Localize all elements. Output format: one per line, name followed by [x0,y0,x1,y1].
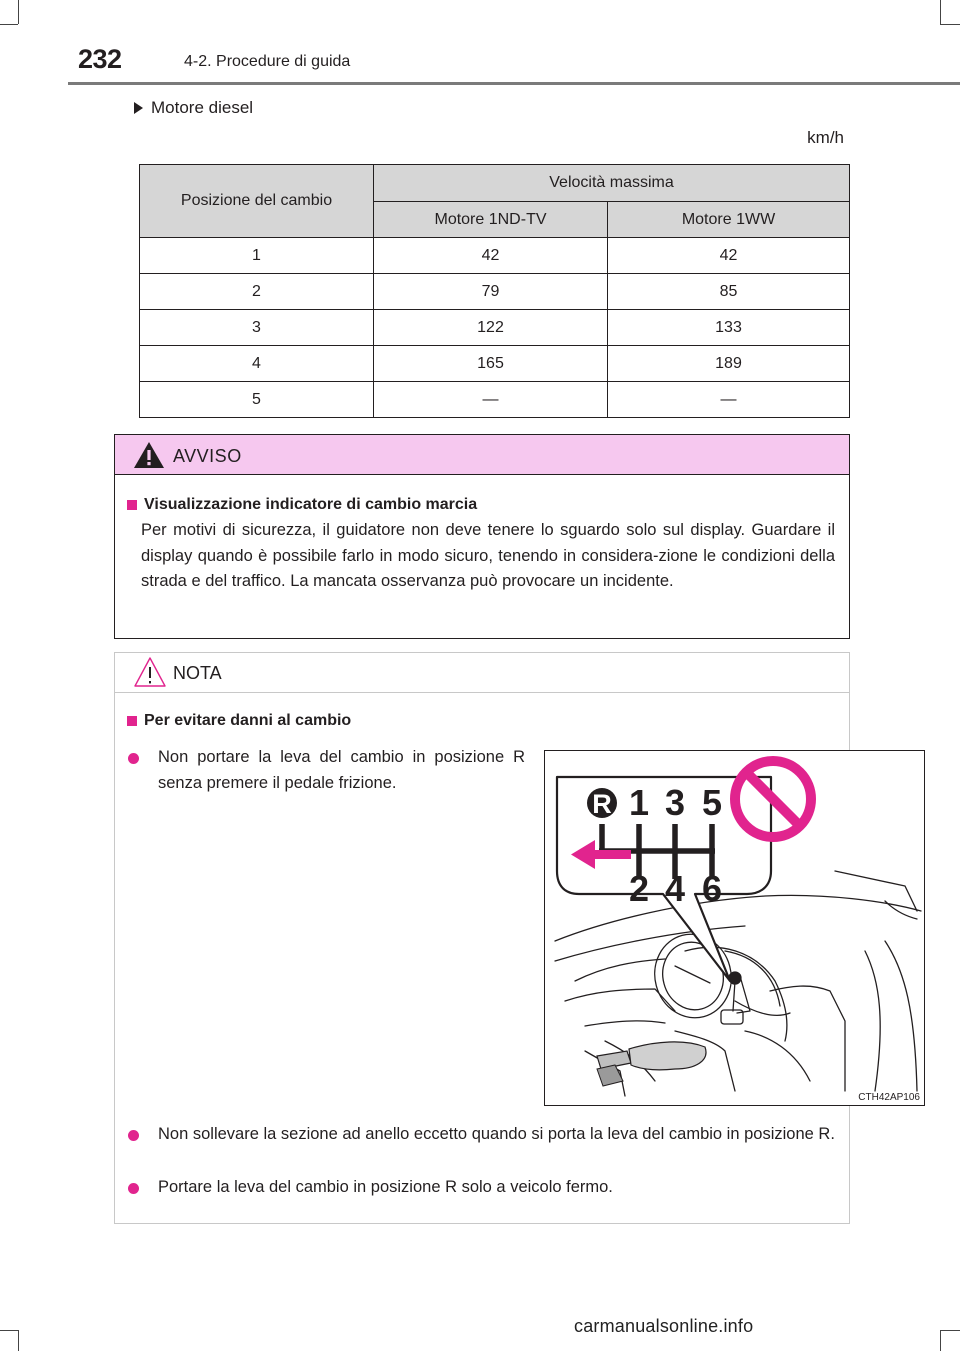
gear-label-3: 3 [664,782,686,823]
crop-mark [18,0,19,24]
warning-heading [127,496,477,514]
header-rule [68,82,960,85]
round-bullet-icon [128,753,139,764]
square-bullet-icon [127,716,137,726]
page-number: 232 [78,44,122,74]
gear-label-6: 6 [701,868,723,909]
note-heading [127,712,351,730]
warning-body: Per motivi di sicurezza, il guidatore non deve tenere lo sguardo solo sul display. Guardare il display quando è possibile farlo in modo sicuro, tenendo in considera-zione le condizioni della strada e del traffico. La mancata osservanza può provocare un incidente. [141,521,835,590]
round-bullet-icon [128,1183,139,1194]
subsection-heading [134,98,253,118]
table-cell: — [608,382,850,418]
table-row [140,274,850,310]
gear-label-1: 1 [628,782,650,823]
table-header-gear: Posizione del cambio [140,165,374,238]
max-speed-table [139,164,850,418]
table-cell: 42 [374,238,608,274]
crop-mark [940,1330,960,1331]
table-subheader: Motore 1ND-TV [374,202,608,238]
round-bullet-icon [128,1130,139,1141]
section-title: 4-2. Procedure di guida [184,53,351,70]
table-row [140,346,850,382]
square-bullet-icon [127,500,137,510]
warning-title: AVVISO [173,446,242,466]
warning-box [114,434,850,639]
table-cell: 189 [608,346,850,382]
note-box [114,652,920,1224]
crop-mark [940,1330,941,1351]
warning-heading-text: Visualizzazione indicatore di cambio marcia [144,496,478,513]
table-row [140,382,850,418]
warning-header [115,435,849,475]
gear-label-2: 2 [628,868,650,909]
table-cell: 4 [140,346,374,382]
note-item: Non portare la leva del cambio in posizione R senza premere il pedale frizione. [158,748,525,792]
gear-diagram-svg [545,751,924,1105]
crop-mark [940,0,941,24]
gear-label-4: 4 [664,868,686,909]
crop-mark [18,1330,19,1351]
table-header-speed: Velocità massima [374,165,850,202]
triangle-bullet-icon [134,102,143,114]
subsection-label: Motore diesel [151,98,254,117]
crop-mark [940,24,960,25]
table-cell: 122 [374,310,608,346]
table-cell: 79 [374,274,608,310]
note-heading-text: Per evitare danni al cambio [144,712,352,729]
table-cell: 42 [608,238,850,274]
table-cell: 85 [608,274,850,310]
watermark: carmanualsonline.info [574,1316,754,1336]
warning-triangle-icon [133,441,165,469]
table-cell: 1 [140,238,374,274]
table-cell: 3 [140,310,374,346]
note-item: Non sollevare la sezione ad anello eccetto quando si porta la leva del cambio in posizione R. [158,1125,835,1143]
gear-label-r: R [592,789,612,819]
gear-label-5: 5 [701,782,723,823]
table-subheader: Motore 1WW [608,202,850,238]
note-header [115,653,849,693]
table-cell: 165 [374,346,608,382]
note-title: NOTA [173,663,222,683]
caution-triangle-icon [133,656,167,688]
note-item: Portare la leva del cambio in posizione R solo a veicolo fermo. [158,1178,613,1196]
table-cell: — [374,382,608,418]
table-cell: 133 [608,310,850,346]
table-row [140,238,850,274]
table-cell: 2 [140,274,374,310]
gear-shift-illustration [544,750,925,1106]
table-row [140,310,850,346]
table-cell: 5 [140,382,374,418]
crop-mark [0,24,18,25]
figure-code: CTH42AP106 [858,1092,920,1103]
crop-mark [0,1330,18,1331]
unit-label: km/h [807,128,844,147]
